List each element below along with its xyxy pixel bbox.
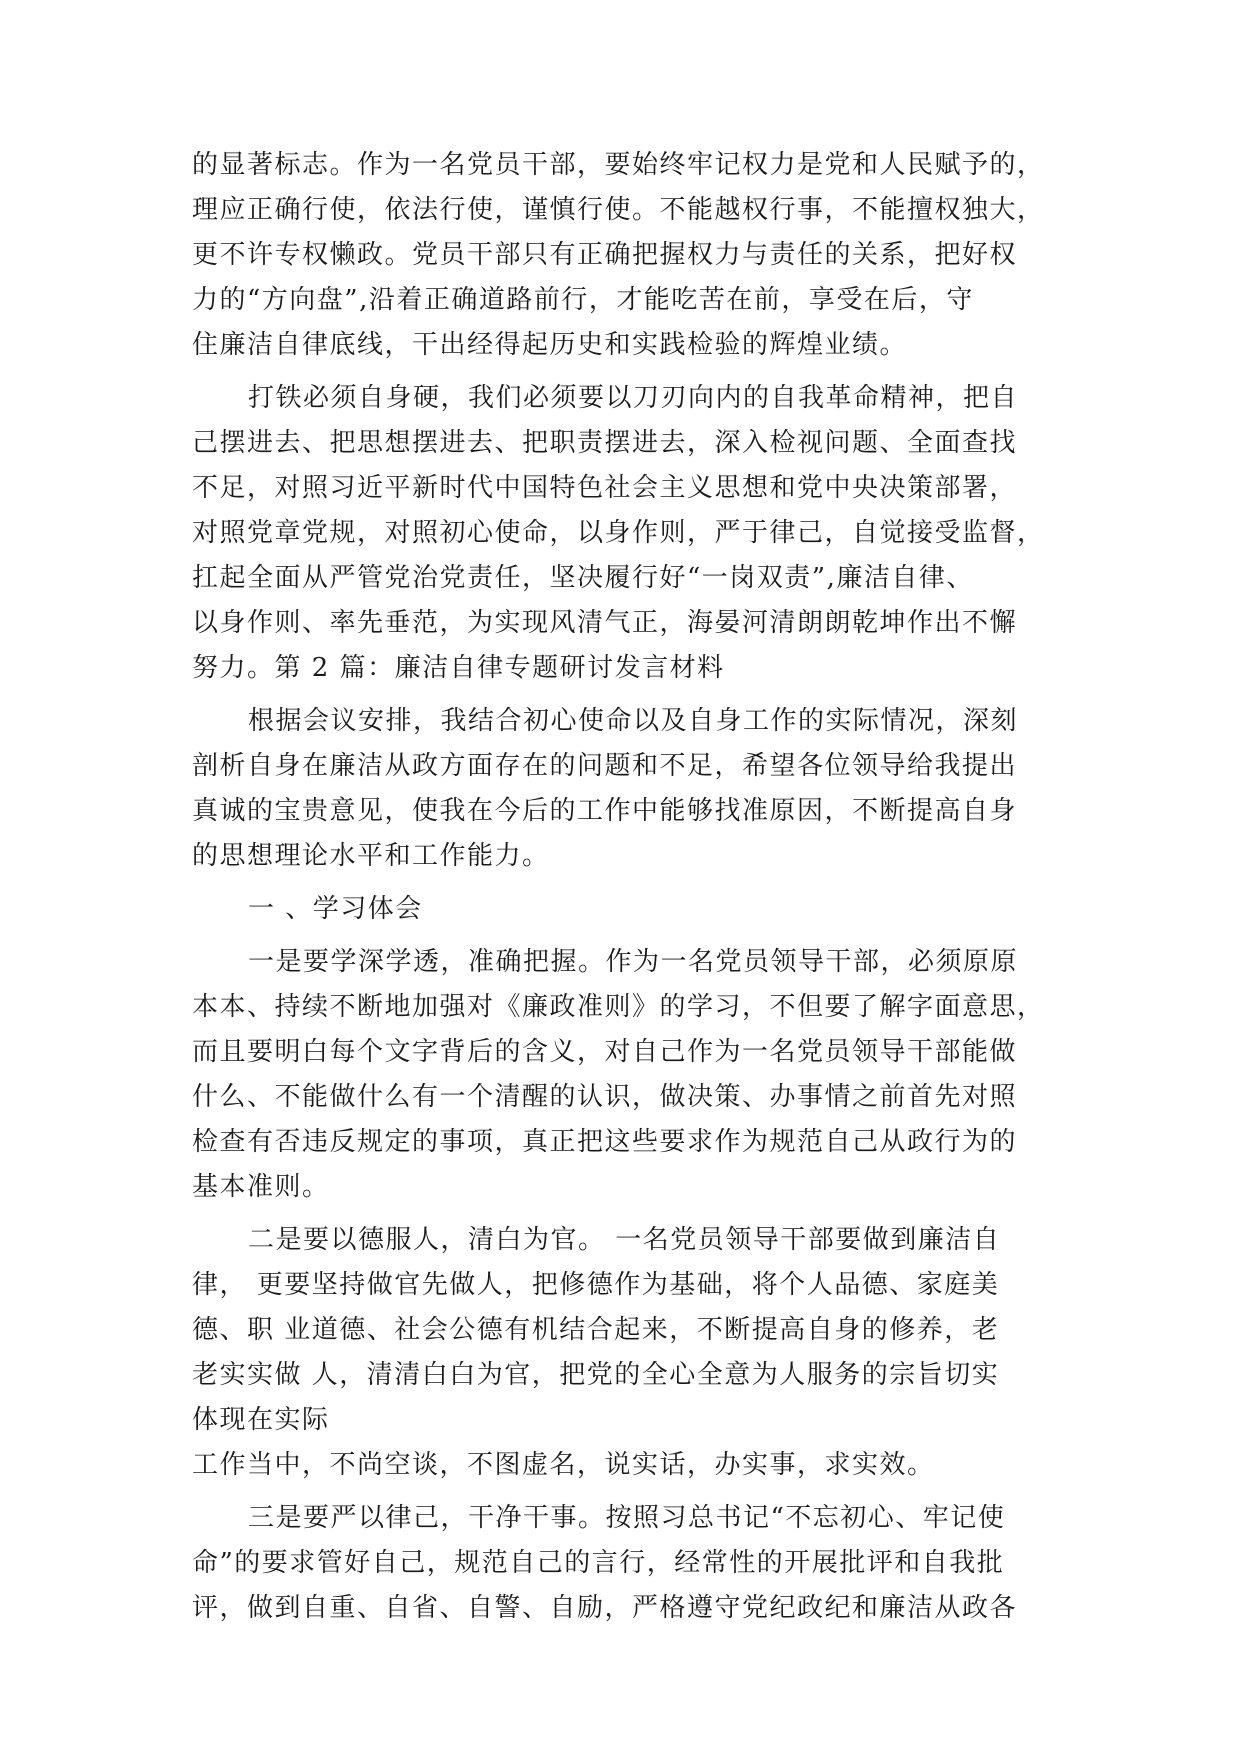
text-line: 扛起全面从严管党治党责任，坚决履行好“一岗双责”,廉洁自律、: [192, 563, 974, 593]
text-line: 理应正确行使，依法行使，谨慎行使。不能越权行事，不能擅权独大，: [192, 195, 1045, 225]
text-line: 什么、不能做什么有一个清醒的认识，做决策、办事情之前首先对照: [192, 1082, 1018, 1112]
text-line: 评，做到自重、自省、自警、自励，严格遵守党纪政纪和廉洁从政各: [192, 1593, 1018, 1623]
text-line: 力的“方向盘”,沿着正确道路前行，才能吃苦在前，享受在后，守: [192, 285, 974, 315]
text-line: 的思想理论水平和工作能力。: [192, 841, 550, 871]
text-line: 工作当中，不尚空谈，不图虚名，说实话，办实事，求实效。: [192, 1450, 935, 1480]
text-line: 命”的要求管好自己，规范自己的言行，经常性的开展批评和自我批: [192, 1548, 1005, 1578]
text-line: 本本、持续不断地加强对《廉政准则》的学习，不但要了解字面意思，: [192, 992, 1045, 1022]
text-line: 而且要明白每个文字背后的含义，对自己作为一名党员领导干部能做: [192, 1037, 1018, 1067]
text-line: 律， 更要坚持做官先做人，把修德作为基础，将个人品德、家庭美: [192, 1270, 1000, 1300]
text-line: 三是要严以律己，干净干事。按照习总书记“不忘初心、牢记使: [248, 1503, 1006, 1533]
text-line: 德、职 业道德、社会公德有机结合起来，不断提高自身的修养，老: [192, 1315, 1000, 1345]
text-line: 一是要学深学透，准确把握。作为一名党员领导干部，必须原原: [248, 947, 1019, 977]
paragraph: [192, 1496, 1054, 1631]
text-line: 对照党章党规，对照初心使命，以身作则，严于律己，自觉接受监督，: [192, 518, 1045, 548]
paragraph: [192, 376, 1054, 691]
text-line: 己摆进去、把思想摆进去、把职责摆进去，深入检视问题、全面查找: [192, 428, 1018, 458]
paragraph: [192, 699, 1054, 879]
text-line: 的显著标志。作为一名党员干部，要始终牢记权力是党和人民赋予的，: [192, 150, 1045, 180]
section-heading: [192, 887, 1054, 932]
text-line: 体现在实际: [192, 1405, 330, 1435]
text-line: 以身作则、率先垂范，为实现风清气正，海晏河清朗朗乾坤作出不懈: [192, 608, 1018, 638]
text-line: 剖析自身在廉洁从政方面存在的问题和不足，希望各位领导给我提出: [192, 751, 1018, 781]
text-line: 打铁必须自身硬，我们必须要以刀刃向内的自我革命精神，把自: [248, 383, 1019, 413]
document-body: [192, 143, 1054, 1631]
text-line: 老实实做 人，清清白白为官，把党的全心全意为人服务的宗旨切实: [192, 1360, 1000, 1390]
text-line: 基本准则。: [192, 1172, 330, 1202]
text-line: 更不许专权懒政。党员干部只有正确把握权力与责任的关系，把好权: [192, 240, 1018, 270]
paragraph: [192, 1218, 1054, 1488]
text-line: 努力。第 2 篇：廉洁自律专题研讨发言材料: [192, 653, 725, 683]
text-line: 住廉洁自律底线，干出经得起历史和实践检验的辉煌业绩。: [192, 330, 908, 360]
heading-text: 一 、学习体会: [248, 894, 423, 924]
text-line: 根据会议安排，我结合初心使命以及自身工作的实际情况，深刻: [248, 706, 1019, 736]
paragraph: [192, 940, 1054, 1210]
paragraph: [192, 143, 1054, 368]
text-line: 不足，对照习近平新时代中国特色社会主义思想和党中央决策部署，: [192, 473, 1018, 503]
text-line: 检查有否违反规定的事项，真正把这些要求作为规范自己从政行为的: [192, 1127, 1018, 1157]
text-line: 二是要以德服人，清白为官。 一名党员领导干部要做到廉洁自: [248, 1225, 1001, 1255]
text-line: 真诚的宝贵意见，使我在今后的工作中能够找准原因，不断提高自身: [192, 796, 1018, 826]
